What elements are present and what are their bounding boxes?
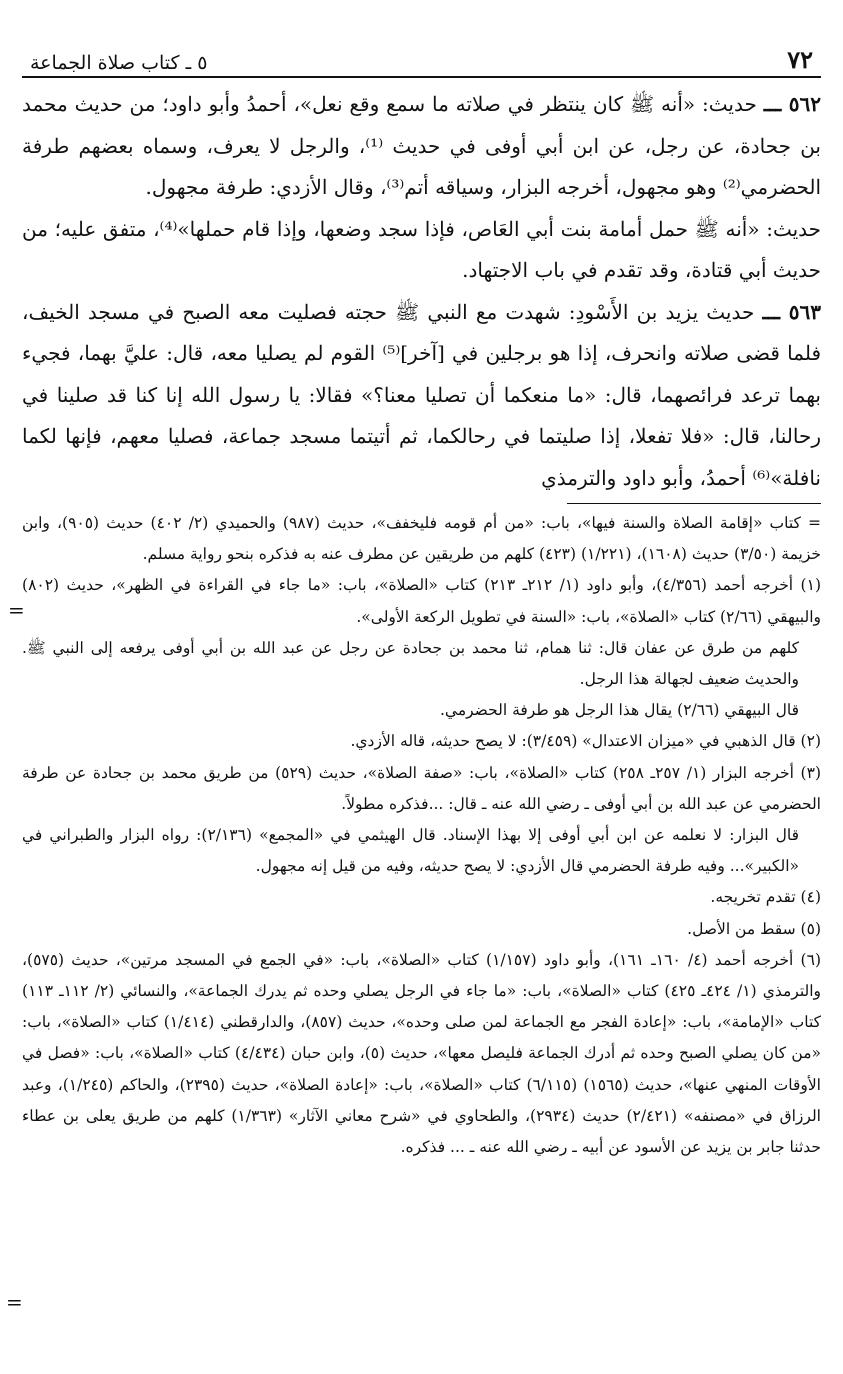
running-title: ٥ ـ كتاب صلاة الجماعة [30,52,208,74]
hadith-paragraph [22,84,821,209]
footnote: (٦) أخرجه أحمد (٤/ ١٦٠ـ ١٦١)، وأبو داود (١/١٥٧) كتاب «الصلاة»، باب: «في الجمع في المسجد مرتين»، حديث (٥٧٥)، والترمذي (١/ ٤٢٤ـ ٤٢٥) كتاب «الصلاة»، باب: «ما جاء في الرجل يصلي وحده ثم يدرك الجماعة»، والنسائي (٢/ ١١٢ـ ١١٣) كتاب «الإمامة»، باب: «إعادة الفجر مع الجماعة لمن صلى وحده»، حديث (٨٥٧)، والدارقطني (١/٤١٤) كتاب «الصلاة»، باب: «من كان يصلي الصبح وحده ثم أدرك الجماعة فليصل معها»، حديث (٥)، وابن حبان (٤/٤٣٤) كتاب «الصلاة»، باب: «فصل في الأوقات المنهي عنها»، حديث (١٥٦٥) (٦/١١٥) كتاب «الصلاة»، باب: «إعادة الصلاة»، حديث (٢٣٩٥)، والحاكم (١/٢٤٥)، وعبد الرزاق في «مصنفه» (٢/٤٢١) حديث (٢٩٣٤)، والطحاوي في «شرح معاني الآثار» (١/٣٦٣) كلهم من طريق يعلى بن عطاء حدثنا جابر بن يزيد عن الأسود عن أبيه ـ رضي الله عنه ـ ... فذكره. [22,950,822,1157]
footnote: (٢) قال الذهبي في «ميزان الاعتدال» (٣/٤٥٩): لا يصح حديثه، قاله الأزدي. [350,732,821,751]
page-header [22,38,821,78]
footnote-separator [567,503,821,504]
hadith-number: ٥٦٢ ـــ [763,92,822,116]
continuation-marker: = [6,1290,23,1314]
page-number: ٧٢ [787,45,813,74]
hadith-text: حديث: «أنه ﷺ حمل أمامة بنت أبي العَاص، فإذا سجد وضعها، وإذا قام حملها»⁽⁴⁾، متفق عليه؛ من حديث أبي قتادة، وقد تقدم في باب الاجتهاد. [22,216,822,282]
main-text [22,84,821,499]
footnote: (٣) أخرجه البزار (١/ ٢٥٧ـ ٢٥٨) كتاب «الصلاة»، باب: «صفة الصلاة»، حديث (٥٢٩) من طريق محمد بن جحادة عن طرفة الحضرمي عن عبد الله بن أبي أوفى ـ رضي الله عنه ـ قال: ...فذكره مطولاً. [22,763,821,813]
hadith-paragraph [22,209,821,292]
page [22,38,821,1364]
hadith-paragraph [22,292,821,500]
footnote: قال البيهقي (٢/٦٦) يقال هذا الرجل هو طرفة الحضرمي. [439,701,799,720]
footnote: قال البزار: لا نعلمه عن ابن أبي أوفى إلا بهذا الإسناد. قال الهيثمي في «المجمع» (٢/١٣٦): رواه البزار والطبراني في «الكبير»... وفيه طرفة الحضرمي قال الأزدي: لا يصح حديثه، وفيه من قيل إنه مجهول. [22,826,799,876]
footnote: (٥) سقط من الأصل. [687,919,821,938]
footnote: (١) أخرجه أحمد (٤/٣٥٦)، وأبو داود (١/ ٢١٢ـ ٢١٣) كتاب «الصلاة»، باب: «ما جاء في القراءة في الظهر»، حديث (٨٠٢) والبيهقي (٢/٦٦) كتاب «الصلاة»، باب: «السنة في تطويل الركعة الأولى». [22,576,821,626]
hadith-text: حديث: «أنه ﷺ كان ينتظر في صلاته ما سمع وقع نعل»، أحمدُ وأبو داود؛ من حديث محمد بن جحادة، عن رجل، عن ابن أبي أوفى في حديث ⁽¹⁾، والرجل لا يعرف، وسماه بعضهم طرفة الحضرمي⁽²⁾ وهو مجهول، أخرجه البزار، وسياقه أتم⁽³⁾، وقال الأزدي: طرفة مجهول. [22,92,821,199]
footnote: كلهم من طرق عن عفان قال: ثنا همام، ثنا محمد بن جحادة عن رجل عن عبد الله بن أبي أوفى يرفعه إلى النبي ﷺ. والحديث ضعيف لجهالة هذا الرجل. [22,638,799,689]
footnotes [22,508,821,1163]
footnote: = كتاب «إقامة الصلاة والسنة فيها»، باب: «من أم قومه فليخفف»، حديث (٩٨٧) والحميدي (٢/ ٤٠٢) حديث (٩٠٥)، وابن خزيمة (٣/٥٠) حديث (١٦٠٨)، (١/٢٢١) (٤٢٣) كلهم من طريقين عن مطرف عنه به فذكره بنحو رواية مسلم. [22,514,821,564]
continuation-marker: = [8,598,25,622]
hadith-number: ٥٦٣ ـــ [762,299,821,324]
hadith-text: حديث يزيد بن الأَسْودِ: شهدت مع النبي ﷺ حجته فصليت معه الصبح في مسجد الخيف، فلما قضى صلاته وانحرف، إذا هو برجلين في [آخر]⁽⁵⁾ القوم لم يصليا معه، قال: عليَّ بهما، فجيء بهما ترعد فرائصهما، قال: «ما منعكما أن تصليا معنا؟» فقالا: يا رسول الله إنا كنا قد صلينا في رحالنا، قال: «فلا تفعلا، إذا صليتما في رحالكما، ثم أتيتما مسجد جماعة، فصليا معهم، فإنها لكما نافلة»⁽⁶⁾ أحمدُ، وأبو داود والترمذي [22,299,822,490]
footnote: (٤) تقدم تخريجه. [710,888,821,907]
